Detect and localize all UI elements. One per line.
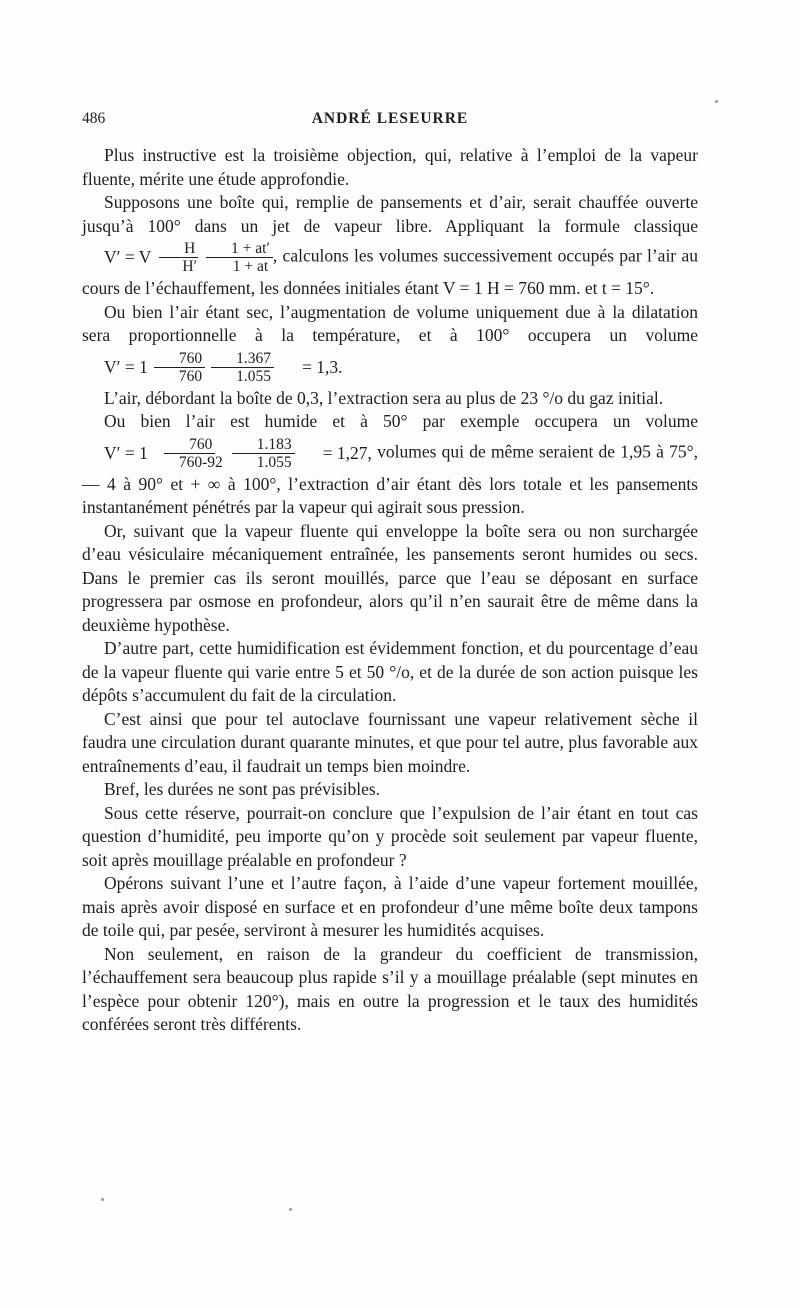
paragraph-1: Plus instructive est la troisième objection, qui, relative à l’emploi de la vapeur fluente, mérite une étude approfondie. — [82, 145, 698, 189]
paper-speck — [101, 1198, 104, 1201]
paragraph-11: Opérons suivant l’une et l’autre façon, à l’aide d’une vapeur fortement mouillée, mais après avoir disposé en surface et en profondeur d’une même boîte deux tampons de toile qui, par pesée, serviront à mesurer les humidités acquises. — [82, 873, 698, 940]
fraction-pressure — [154, 350, 205, 385]
paper-speck — [715, 100, 718, 103]
paper-speck — [289, 1208, 292, 1211]
paragraph-5-text-a: Ou bien l’air est humide et à 50° par exemple occupera un volume — [104, 411, 698, 431]
fraction-pressure — [157, 240, 200, 275]
paragraph-8: C’est ainsi que pour tel autoclave fournissant une vapeur relativement sèche il faudra une circulation durant quarante minutes, et que pour tel autre, plus favorable aux entraînements d’eau, il faudrait un temps bien moindre. — [82, 708, 698, 776]
page-header — [82, 110, 698, 136]
fraction-numerator: 1 + at′ — [206, 240, 273, 258]
formula-humid-air — [82, 436, 372, 471]
paragraph-6: Or, suivant que la vapeur fluente qui enveloppe la boîte sera ou non surchargée d’eau vésiculaire mécaniquement entraînée, les pansements seront humides ou secs. Dans le premier cas ils seront mouillés, parce que l’eau se déposant en surface progressera par osmose en profondeur, alors qu’il n’en saurait être de même dans la deuxième hypothèse. — [82, 520, 698, 635]
paragraph-4: L’air, débordant la boîte de 0,3, l’extraction sera au plus de 23 °/o du gaz initial. — [104, 387, 664, 408]
formula-result: = 1,27, — [322, 442, 372, 463]
fraction-numerator: H — [159, 240, 198, 258]
paragraph-2 — [82, 191, 698, 301]
formula-lhs: V′ = V — [104, 247, 152, 268]
fraction-denominator: H′ — [182, 258, 198, 275]
fraction-denominator: 760-92 — [178, 453, 223, 471]
fraction-temperature — [232, 436, 295, 471]
fraction-denominator: 1.055 — [256, 453, 292, 471]
page-body — [82, 144, 698, 1037]
paragraph-3 — [82, 301, 698, 387]
running-title: ANDRÉ LESEURRE — [311, 110, 469, 127]
fraction-denominator: 760 — [178, 367, 203, 385]
fraction-temperature — [206, 240, 273, 275]
paragraph-12: Non seulement, en raison de la grandeur du coefficient de transmission, l’échauffement sera beaucoup plus rapide s’il y a mouillage préalable (sept minutes en l’espèce pour obtenir 120°), mais en outre la progression et le taux des humidités conférées seront très différents. — [82, 943, 698, 1034]
fraction-pressure — [154, 436, 226, 471]
formula-lhs: V′ = 1 — [104, 442, 148, 463]
paragraph-5-text-b: volumes qui de même seraient de 1,95 à 75°, — 4 à 90° et + ∞ à 100°, l’extraction d’air étant dès lors totale et les pansements instantanément pénétrés par la vapeur qui agirait sous pression. — [82, 441, 698, 517]
fraction-numerator: 1.183 — [232, 436, 295, 454]
fraction-numerator: 760 — [154, 350, 205, 368]
fraction-denominator: 1.055 — [236, 367, 271, 385]
paragraph-3-text: Ou bien l’air étant sec, l’augmentation de volume uniquement due à la dilatation sera proportionnelle à la température, et à 100° occupera un volume — [82, 301, 698, 345]
formula-lhs: V′ = 1 — [104, 356, 148, 377]
paragraph-2-text-b: , calculons les volumes successivement occupés par l’air au cours de l’échauffement, les données initiales étant V = 1 H = 760 mm. et t = 15°. — [82, 245, 698, 298]
fraction-temperature — [211, 350, 274, 385]
paragraph-10: Sous cette réserve, pourrait-on conclure que l’expulsion de l’air étant en tout cas question d’humidité, peu importe qu’on y procède soit seulement par vapeur fluente, soit après mouillage préalable en profondeur ? — [82, 802, 698, 870]
paragraph-2-text-a: Supposons une boîte qui, remplie de pansements et d’air, serait chauffée ouverte jusqu’à 100° dans un jet de vapeur libre. Appliquant la formule classique — [82, 192, 698, 236]
formula-dry-air — [82, 350, 342, 385]
page-number: 486 — [82, 110, 106, 127]
paragraph-9: Bref, les durées ne sont pas prévisibles. — [104, 779, 381, 799]
paragraph-5 — [82, 410, 698, 520]
formula-result: = 1,3. — [301, 356, 343, 377]
fraction-numerator: 760 — [164, 436, 215, 454]
paragraph-7: D’autre part, cette humidification est évidemment fonction, et du pourcentage d’eau de la vapeur fluente qui varie entre 5 et 50 °/o, et de la durée de son action puisque les dépôts s’accumulent du fait de la circulation. — [82, 638, 698, 705]
formula-gas-law — [82, 240, 273, 275]
fraction-numerator: 1.367 — [211, 350, 274, 368]
fraction-denominator: 1 + at — [232, 258, 269, 275]
